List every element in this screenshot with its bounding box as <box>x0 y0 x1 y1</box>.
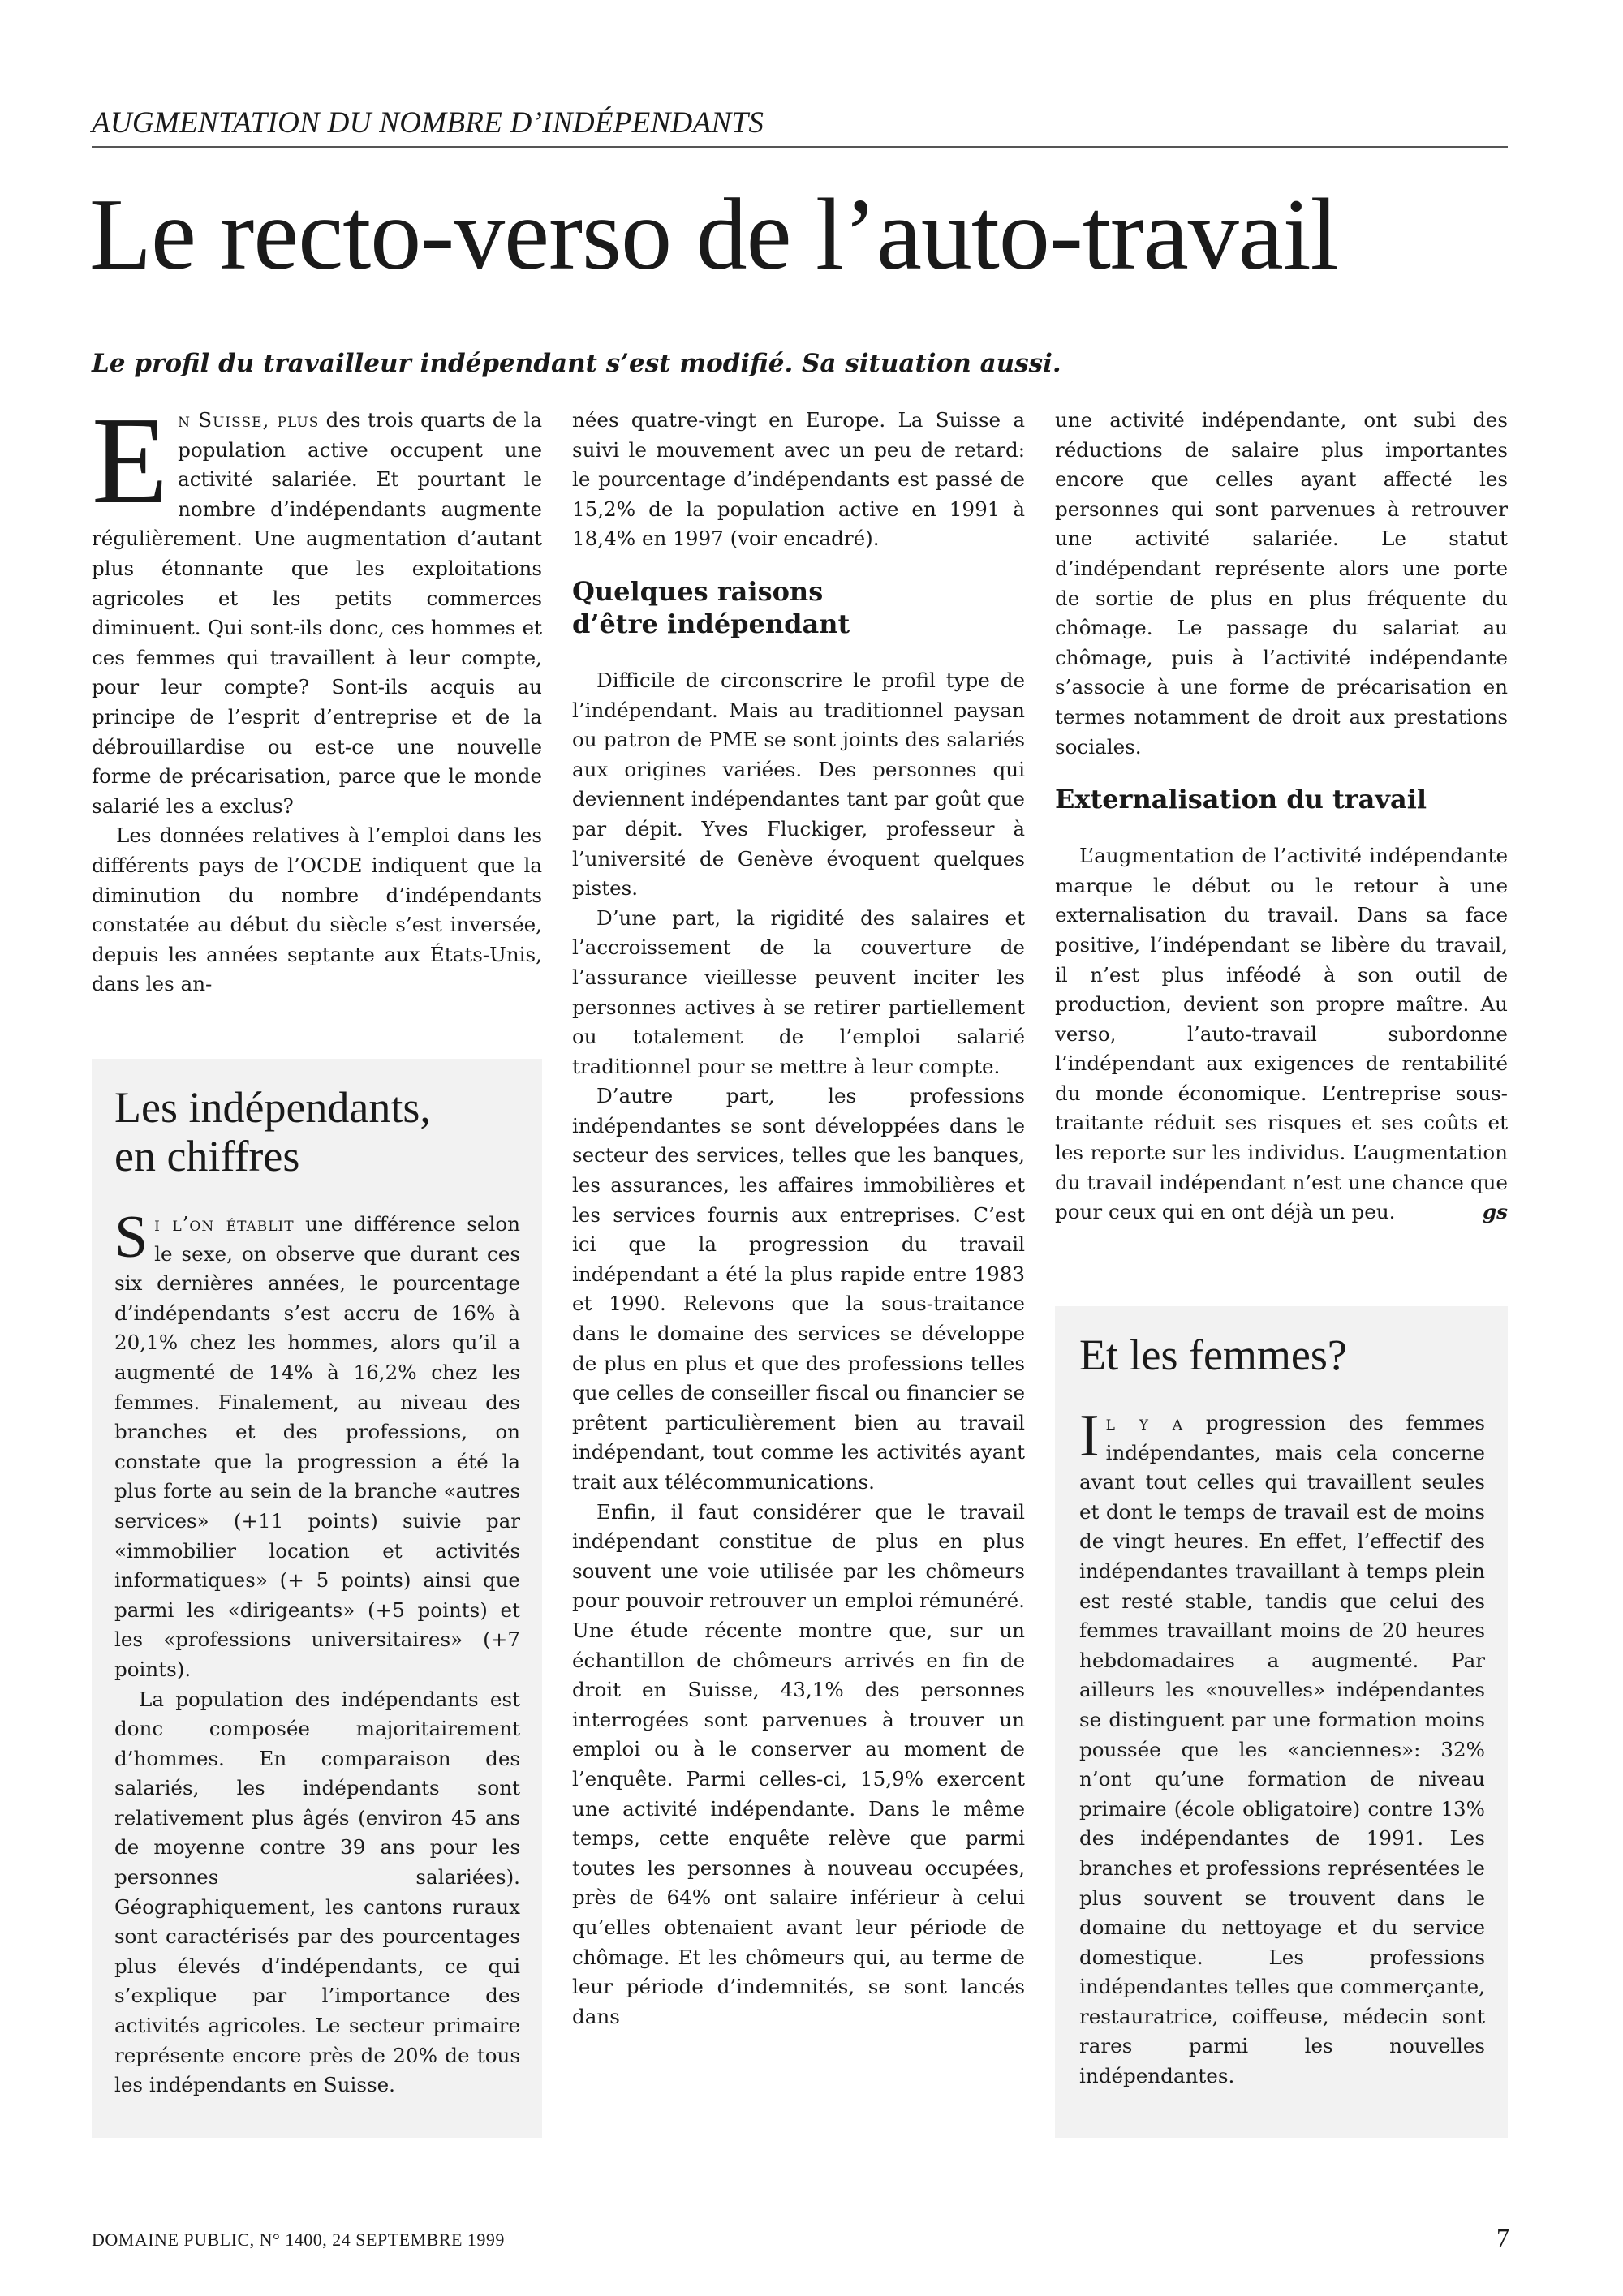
paragraph-text: L’augmentation de l’activité indépendante marque le début ou le retour à une externalisation du travail. Dans sa face positive, l’indépendant se libère du travail, il n’est plus inféodé à son outil de production, devient son propre maître. Au verso, l’auto-travail subordonne l’indépendant aux exigences de rentabilité du monde économique. L’entreprise sous-traitante réduit ses risques et ses coûts et les reporte sur les individus. L’augmentation du travail indépendant n’est une chance que pour ceux qui en ont déjà un peu. <box>1055 844 1508 1224</box>
paragraph-text: une différence selon le sexe, on observe que durant ces six dernières années, le pourcentage d’indépendants s’est accru de 16% à 20,1% chez les hommes, alors qu’il a augmenté de 14% à 16,2% chez les femmes. Finalement, au niveau des branches et des professions, on constate que la progression a été la plus forte au sein de la branche «autres services» (+11 points) suivie par «immobilier location et activités informatiques» (+ 5 points) ainsi que parmi les «dirigeants» (+5 points) et les «professions universitaires» (+7 points). <box>114 1212 520 1681</box>
article-paragraph-2: Les données relatives à l’emploi dans les différents pays de l’OCDE indiquent que la diminution du nombre d’indépendants constatée au début du siècle s’est inversée, depuis les années septante aux États-Unis, dans les an- <box>92 823 542 996</box>
article-paragraph-1 <box>92 392 542 821</box>
article-column-1 <box>92 392 542 1000</box>
article-column-3 <box>1055 406 1508 1228</box>
kicker: AUGMENTATION DU NOMBRE D’INDÉPENDANTS <box>92 105 1508 148</box>
author-signature: gs <box>1482 1200 1508 1224</box>
sidebar-box-statistics <box>92 1059 542 2138</box>
headline: Le recto-verso de l’auto-travail <box>89 178 1338 291</box>
article-paragraph-4: D’une part, la rigidité des salaires et l’accroissement de la couverture de l’assurance vieillesse peuvent inciter les personnes actives à se retirer partiellement ou totalement de l’emploi salarié traditionnel pour se mettre à leur compte. <box>572 905 1025 1078</box>
article-paragraph-3: Difficile de circonscrire le profil type de l’indépendant. Mais au traditionnel paysan ou patron de PME se sont joints des salariés aux origines variées. Des personnes qui deviennent indépendantes tant par goût que par dépit. Yves Fluckiger, professeur à l’université de Genève évoquent quelques pistes. <box>572 668 1025 901</box>
article-paragraph-6-continued: une activité indépendante, ont subi des réductions de salaire plus importantes encore que celles ayant affecté les personnes qui sont parvenues à retrouver une activité salariée. Le statut d’indépendant représente alors une porte de sortie de plus en plus fréquente du chômage. Le passage du salariat au chômage, puis à l’activité indépendante s’associe à une forme de précarisation en termes notamment de droit aux prestations sociales. <box>1055 408 1508 759</box>
article-paragraph-6: Enfin, il faut considérer que le travail indépendant constitue de plus en plus souvent une voie utilisée par les chômeurs pour pouvoir retrouver un emploi rémunéré. Une étude récente montre que, sur un échantillon de chômeurs arrivés en fin de droit en Suisse, 43,1% des personnes interrogées sont parvenues à trouver un emploi ou à le conserver au moment de l’enquête. Parmi celles-ci, 15,9% exercent une activité indépendante. Dans le même temps, cette enquête relève que parmi toutes les personnes à nouveau occupées, près de 64% ont salaire inférieur à celui qu’elles obtenaient avant leur période de chômage. Et les chômeurs qui, au terme de leur période d’indemnités, se sont lancés dans <box>572 1499 1025 2028</box>
box-paragraph-1 <box>114 1204 520 1685</box>
article-paragraph-5: D’autre part, les professions indépendantes se sont développées dans le secteur des services, telles que les banques, les assurances, les affaires immobilières et les services fournis aux entreprises. C’est ici que la progression du travail indépendant a été la plus rapide entre 1983 et 1990. Relevons que la sous-traitance dans le domaine des services se développe de plus en plus et que des professions telles que celles de conseiller fiscal ou financier se prêtent particulièrement bien au travail indépendant, tout comme les activités ayant trait aux télécommunications. <box>572 1084 1025 1494</box>
drop-cap: S <box>114 1204 149 1271</box>
lead-in: l y a <box>1105 1411 1184 1434</box>
box-title: Et les femmes? <box>1079 1331 1347 1379</box>
box-title-line-1: Les indépendants, <box>114 1083 431 1132</box>
article-paragraph-2-continued: nées quatre-vingt en Europe. La Suisse a suivi le mouvement avec un peu de retard: le pourcentage d’indépendants est passé de 15,2% de la population active en 1991 à 18,4% en 1997 (voir encadré). <box>572 408 1025 551</box>
drop-cap: E <box>92 392 169 530</box>
paragraph-text: progression des femmes indépendantes, mais cela concerne avant tout celles qui travaillent seules et dont le temps de travail est de moins de vingt heures. En effet, l’effectif des indépendantes travaillant à temps plein est resté stable, tandis que celui des femmes travaillant moins de 20 heures hebdomadaires a augmenté. Par ailleurs les «nouvelles» indépendantes se distinguent par une formation moins poussée que les «anciennes»: 32% n’ont qu’une formation de niveau primaire (école obligatoire) contre 13% des indépendantes de 1991. Les branches et professions représentées le plus souvent se trouvent dans le domaine du nettoyage et du service domestique. Les professions indépendantes telles que commerçante, restauratrice, coiffeuse, médecin sont rares parmi les nouvelles indépendantes. <box>1079 1411 1485 2088</box>
box-text <box>114 1204 520 2100</box>
box-title-line-2: en chiffres <box>114 1132 300 1180</box>
section-heading-line-1: Quelques raisons <box>572 575 824 607</box>
footer-publication: DOMAINE PUBLIC, N° 1400, 24 SEPTEMBRE 1999 <box>92 2229 505 2250</box>
drop-cap: I <box>1079 1403 1100 1469</box>
box-title <box>114 1083 520 1180</box>
page-number: 7 <box>1496 2223 1509 2252</box>
box-paragraph-1 <box>1079 1403 1485 2092</box>
section-heading-line-2: d’être indépendant <box>572 608 850 639</box>
article-column-2 <box>572 406 1025 2032</box>
box-text <box>1079 1403 1485 2092</box>
section-heading <box>572 575 1025 640</box>
section-heading: Externalisation du travail <box>1055 784 1427 815</box>
paragraph-text: des trois quarts de la population active occupent une activité salariée. Et pourtant le nombre d’indépendants augmente régulièrement. Une augmentation d’autant plus étonnante que les exploitations agricoles et les petits commerces diminuent. Qui sont-ils donc, ces hommes et ces femmes qui travaillent à leur compte, pour leur compte? Sont-ils acquis au principe de l’esprit d’entreprise et de la débrouillardise ou est-ce une nouvelle forme de précarisation, parce que le monde salarié les a exclus? <box>92 408 542 818</box>
lead-in: i l’on établit <box>154 1212 295 1236</box>
article-paragraph-7 <box>1055 841 1508 1228</box>
lead-in: n Suisse, plus <box>178 408 320 432</box>
deck: Le profil du travailleur indépendant s’est modifié. Sa situation aussi. <box>92 349 1061 378</box>
box-paragraph-2: La population des indépendants est donc composée majoritairement d’hommes. En comparaison des salariés, les indépendants sont relativement plus âgés (environ 45 ans de moyenne contre 39 ans pour les personnes salariées). Géographiquement, les cantons ruraux sont caractérisés par des pourcentages plus élevés d’indépendants, ce qui s’explique par l’importance des activités agricoles. Le secteur primaire représente encore près de 20% de tous les indépendants en Suisse. <box>114 1687 520 2097</box>
sidebar-box-women <box>1055 1306 1508 2138</box>
